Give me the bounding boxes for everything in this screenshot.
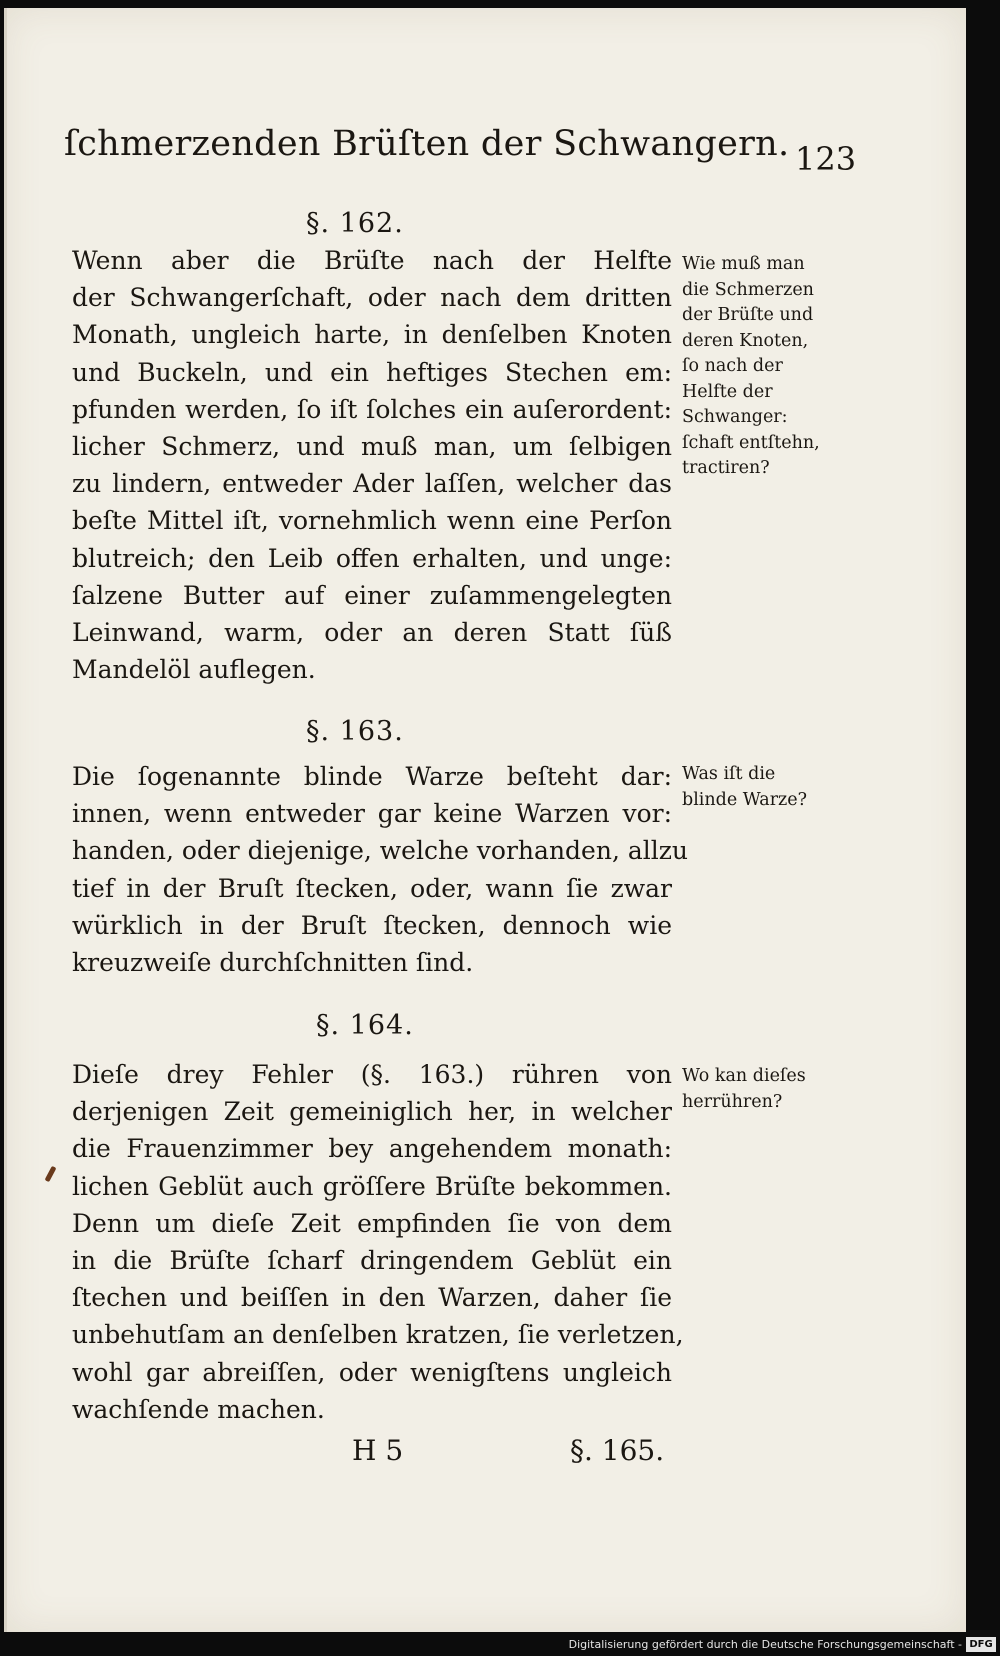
paragraph [72, 758, 689, 981]
dfg-logo: DFG [966, 1637, 996, 1652]
text-line: Wenn aber die Brüſte nach der Helfte [72, 246, 672, 275]
text-line: derjenigen Zeit gemeiniglich her, in welcher [72, 1097, 672, 1127]
text-line: Denn um dieſe Zeit empfinden ſie von dem [72, 1208, 672, 1238]
digitization-credit: Digitalisierung gefördert durch die Deutsche Forschungsgemeinschaft - [568, 1638, 962, 1651]
text-line: blutreich; den Leib offen erhalten, und unge: [72, 543, 672, 573]
text-line: beſte Mittel iſt, vornehmlich wenn eine Perſon [72, 506, 672, 536]
section-heading: §. 163. [306, 716, 404, 747]
text-line: in die Brüſte ſcharf dringendem Geblüt ein [72, 1246, 672, 1276]
margin-line: herrühren? [682, 1091, 783, 1112]
text-line: tief in der Bruſt ſtecken, oder, wann ſie zwar [72, 873, 672, 903]
text-line: Die ſogenannte blinde Warze beſteht dar: [72, 762, 672, 791]
text-line: wachſende machen. [72, 1394, 325, 1424]
margin-line: die Schmerzen [682, 279, 814, 300]
margin-line: deren Knoten, [682, 330, 809, 351]
text-line: Monath, ungleich harte, in denſelben Knoten [72, 320, 672, 350]
margin-line: Helfte der [682, 381, 773, 402]
text-line: Mandelöl auflegen. [72, 655, 316, 685]
margin-line: Wo kan dieſes [682, 1066, 806, 1086]
text-line: ſalzene Butter auf einer zuſammengelegten [72, 580, 672, 610]
text-line: Dieſe drey Fehler (§. 163.) rühren von [72, 1060, 672, 1089]
paragraph [72, 242, 672, 688]
page-number: 123 [795, 140, 857, 178]
margin-line: ſo nach der [682, 356, 783, 376]
margin-line: Wie muß man [682, 254, 805, 274]
text-line: kreuzweiſe durchſchnitten ſind. [72, 948, 474, 978]
page-edge [4, 8, 7, 1632]
text-line: innen, wenn entweder gar keine Warzen vor: [72, 799, 672, 829]
text-line: unbehutſam an denſelben kratzen, ſie verletzen, [72, 1320, 684, 1350]
margin-note [682, 762, 852, 813]
text-line: pfunden werden, ſo iſt ſolches ein auſerordent: [72, 394, 672, 424]
text-line: Leinwand, warm, oder an deren Statt ſüß [72, 618, 672, 648]
text-line: wohl gar abreiſſen, oder wenigſtens ungleich [72, 1357, 672, 1387]
section-heading: §. 164. [316, 1010, 414, 1041]
paragraph [72, 1056, 684, 1428]
margin-line: ſchaft entſtehn, [682, 432, 820, 453]
text-line: zu lindern, entweder Ader laſſen, welcher das [72, 469, 672, 499]
text-line: und Buckeln, und ein heftiges Stechen em: [72, 357, 672, 387]
margin-note [682, 1064, 852, 1115]
text-line: die Frauenzimmer bey angehendem monath: [72, 1134, 672, 1164]
text-line: lichen Geblüt auch gröſſere Brüſte bekommen. [72, 1171, 672, 1201]
text-line: licher Schmerz, und muß man, um ſelbigen [72, 432, 672, 462]
catchword: §. 165. [570, 1434, 665, 1467]
margin-note [682, 252, 852, 482]
signature-mark: H 5 [352, 1434, 404, 1467]
margin-line: der Brüſte und [682, 305, 814, 325]
margin-line: tractiren? [682, 458, 770, 478]
margin-line: blinde Warze? [682, 789, 808, 810]
text-line: der Schwangerſchaft, oder nach dem dritten [72, 283, 672, 313]
text-line: würklich in der Bruſt ſtecken, dennoch wie [72, 910, 672, 940]
section-heading: §. 162. [306, 208, 404, 239]
text-line: handen, oder diejenige, welche vorhanden, allzu [72, 836, 689, 866]
margin-line: Was iſt die [682, 764, 776, 784]
margin-line: Schwanger: [682, 407, 788, 427]
running-title: ſchmerzenden Brüſten der Schwangern. [64, 124, 790, 164]
text-line: ſtechen und beiſſen in den Warzen, daher ſie [72, 1283, 672, 1313]
